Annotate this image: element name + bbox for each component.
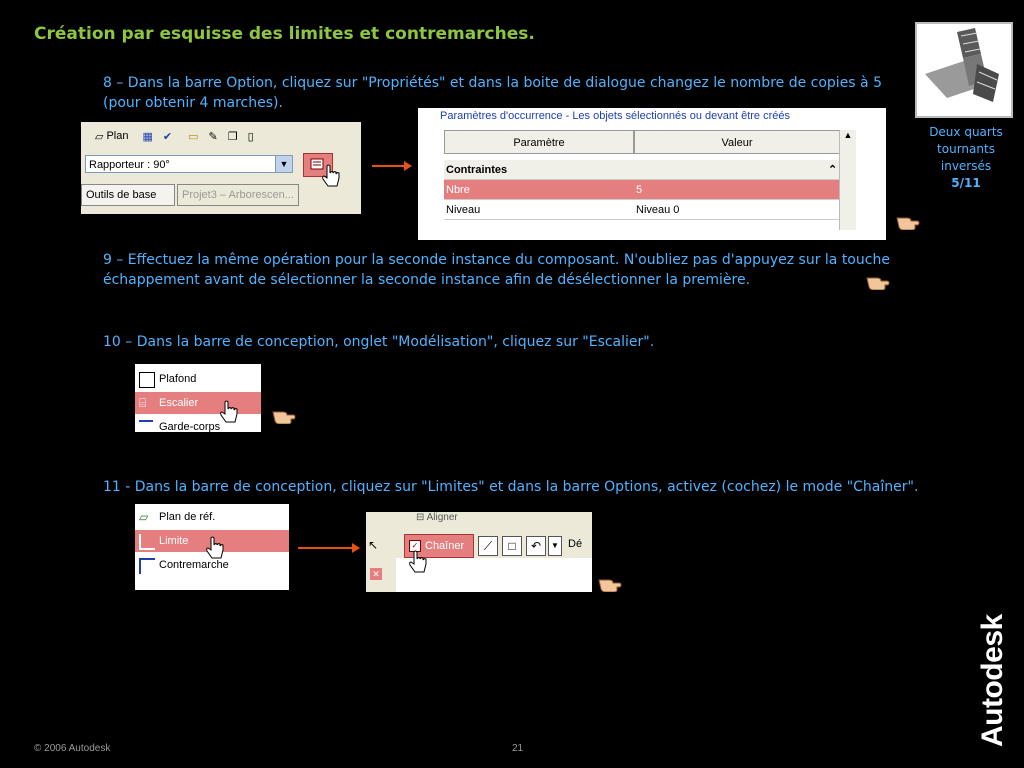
copy-icon: ❐ bbox=[227, 130, 238, 143]
page-icon: ▯ bbox=[247, 130, 254, 143]
stairs-icon: ⌸ bbox=[139, 396, 147, 410]
caption-line: Deux quarts bbox=[929, 125, 1003, 139]
caption-line: tournants bbox=[937, 142, 995, 156]
table-row[interactable] bbox=[444, 200, 840, 220]
line-tool-icon[interactable]: ⟋ bbox=[478, 536, 498, 556]
pencil-icon: ✎ bbox=[208, 130, 218, 143]
section-caption bbox=[918, 124, 1014, 192]
dimension-icon: ▭ bbox=[188, 130, 199, 143]
column-header-parameter[interactable]: Paramètre bbox=[444, 130, 634, 154]
autodesk-logo bbox=[956, 600, 1024, 750]
menu-item-label: Garde-corps bbox=[159, 421, 221, 432]
footer-page-number: 21 bbox=[512, 743, 524, 754]
options-bar-screenshot-chain bbox=[366, 512, 592, 592]
check-icon: ✔ bbox=[162, 130, 173, 143]
hand-cursor-icon bbox=[406, 550, 428, 576]
grid-icon: ▦ bbox=[142, 130, 153, 143]
value-cell[interactable]: 5 bbox=[636, 184, 643, 196]
menu-item-railing[interactable] bbox=[135, 416, 261, 432]
rectangle-tool-icon[interactable]: □ bbox=[502, 536, 522, 556]
align-label: Aligner bbox=[426, 512, 458, 523]
group-label: Contraintes bbox=[446, 164, 508, 176]
menu-item-ceiling[interactable] bbox=[135, 368, 261, 390]
chevron-down-icon[interactable]: ▼ bbox=[548, 536, 562, 556]
chain-label: Chaîner bbox=[425, 540, 465, 552]
design-bar-screenshot-boundary bbox=[135, 504, 289, 590]
param-cell: Nbre bbox=[446, 184, 470, 196]
railing-icon bbox=[139, 420, 153, 432]
staircase-image bbox=[917, 24, 1011, 116]
plan-label: Plan bbox=[106, 130, 129, 142]
section-progress: 5/11 bbox=[951, 176, 981, 190]
menu-item-label: Escalier bbox=[159, 397, 199, 409]
design-bar-screenshot-stairs bbox=[135, 364, 261, 432]
step-10-text: 10 – Dans la barre de conception, onglet "Modélisation", cliquez sur "Escalier". bbox=[103, 334, 655, 350]
angle-combo-value: Rapporteur : 90° bbox=[89, 159, 170, 171]
checkbox-check-icon: ✓ bbox=[409, 540, 421, 552]
hand-cursor-icon bbox=[217, 400, 239, 426]
options-toolbar-screenshot bbox=[81, 122, 361, 214]
step-9-text: 9 – Effectuez la même opération pour la seconde instance du composant. N'oubliez pas d'appuyez sur la touche échappement avant de sélectionner la seconde instance afin de désélectionner la première. bbox=[103, 252, 890, 288]
hand-cursor-icon bbox=[319, 164, 341, 190]
hand-cursor-icon bbox=[203, 536, 225, 562]
pointing-hand-icon bbox=[866, 272, 890, 290]
step-8-text: 8 – Dans la barre Option, cliquez sur "Propriétés" et dans la boite de dialogue changez le nombre de copies à 5 (pour obtenir 4 marches). bbox=[103, 75, 882, 111]
menu-item-label: Contremarche bbox=[159, 559, 229, 571]
select-arrow-icon[interactable]: ↖ bbox=[368, 538, 379, 552]
chevron-down-icon[interactable]: ▼ bbox=[275, 156, 292, 172]
ref-plane-icon: ▱ bbox=[139, 510, 149, 524]
menu-item-label: Plan de réf. bbox=[159, 511, 216, 523]
footer-copyright: © 2006 Autodesk bbox=[34, 743, 111, 754]
column-header-value[interactable]: Valeur bbox=[634, 130, 840, 154]
toolbar-row bbox=[81, 124, 361, 148]
value-cell[interactable]: Niveau 0 bbox=[636, 204, 680, 216]
properties-dialog-screenshot bbox=[418, 108, 886, 240]
group-row-constraints[interactable] bbox=[444, 160, 840, 180]
arc-tool-icon[interactable]: ↶ bbox=[526, 536, 546, 556]
dialog-title: Paramètres d'occurrence - Les objets sélectionnés ou devant être créés bbox=[440, 110, 791, 122]
menu-item-label: Limite bbox=[159, 535, 189, 547]
param-cell: Niveau bbox=[446, 204, 481, 216]
align-icon: ⊟ bbox=[416, 512, 425, 523]
pointing-hand-icon bbox=[272, 406, 296, 424]
arrow-right-icon bbox=[298, 542, 360, 554]
truncated-label: Dé bbox=[568, 538, 583, 550]
angle-combo[interactable] bbox=[85, 155, 293, 173]
menu-item-stairs[interactable] bbox=[135, 392, 261, 414]
ceiling-icon bbox=[139, 372, 155, 388]
scroll-up-icon[interactable]: ▲ bbox=[843, 130, 853, 140]
riser-icon bbox=[139, 558, 155, 574]
brand-text: Autodesk bbox=[976, 614, 1009, 747]
pointing-hand-icon bbox=[598, 574, 622, 592]
boundary-icon bbox=[139, 534, 155, 550]
tab-basic-tools[interactable]: Outils de base bbox=[81, 184, 175, 206]
table-row[interactable] bbox=[444, 180, 840, 200]
step-11-text: 11 - Dans la barre de conception, cliquez sur "Limites" et dans la barre Options, activez (cochez) le mode "Chaîner". bbox=[103, 479, 919, 495]
close-icon[interactable]: ✕ bbox=[370, 568, 382, 580]
menu-item-ref-plane[interactable] bbox=[135, 506, 289, 528]
menu-item-label: Plafond bbox=[159, 373, 197, 385]
arrow-right-icon bbox=[372, 160, 412, 172]
staircase-thumbnail bbox=[915, 22, 1013, 118]
plan-icon: ▱ bbox=[95, 130, 104, 143]
pointing-hand-icon bbox=[896, 212, 920, 230]
page-title: Création par esquisse des limites et contremarches. bbox=[34, 24, 535, 44]
tab-project-browser[interactable]: Projet3 – Arborescen... bbox=[177, 184, 299, 206]
collapse-icon[interactable]: ⌃ bbox=[828, 164, 838, 176]
caption-line: inversés bbox=[940, 159, 992, 173]
dialog-scrollbar[interactable] bbox=[839, 130, 856, 230]
